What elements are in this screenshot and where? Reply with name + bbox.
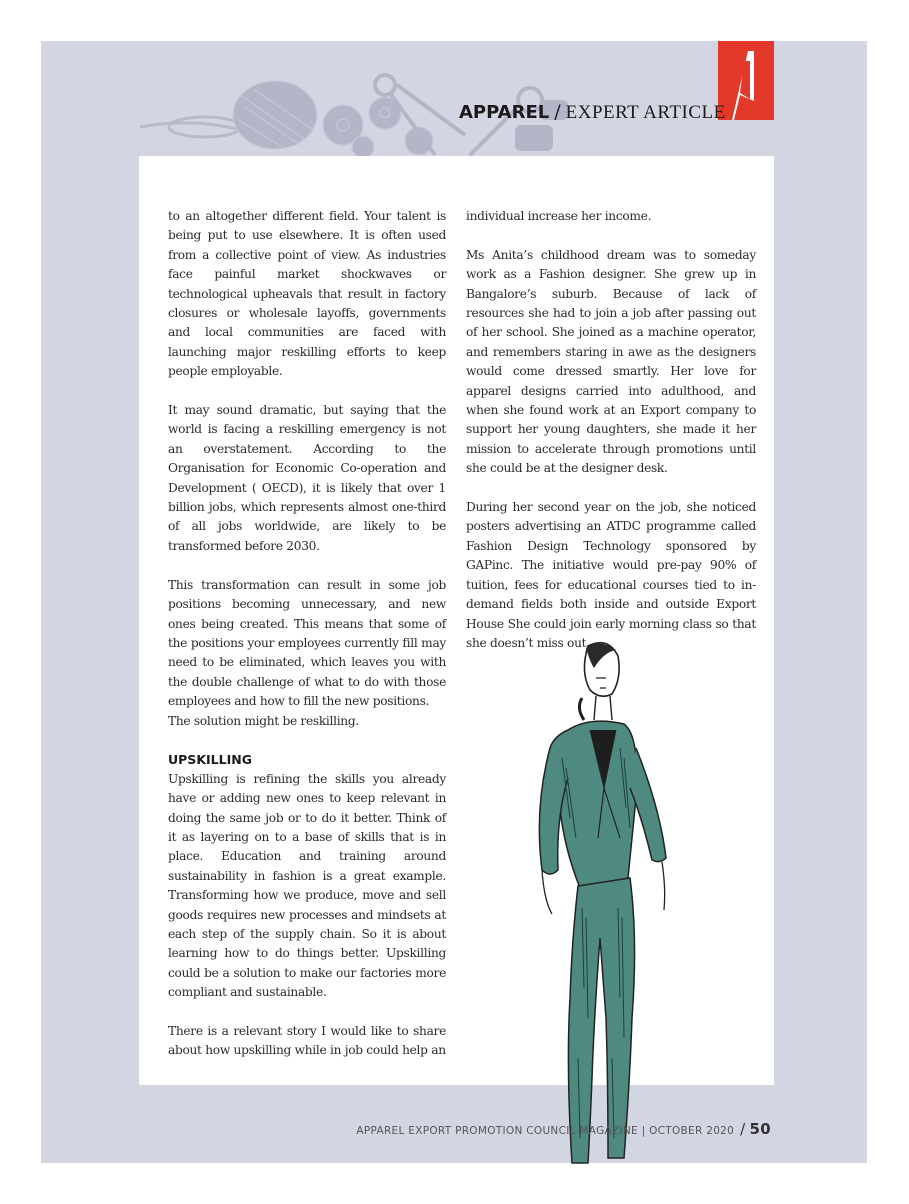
header-brand: APPAREL (459, 102, 550, 123)
paragraph: to an altogether different field. Your talent is being put to use elsewhere. It is often used from a collective point of view. As industries face painful market shockwaves or technological upheavals that result in factory closures or wholesale layoffs, governments and local communities are faced with launching major reskilling efforts to keep people employable. (168, 209, 446, 379)
upskilling-heading: UPSKILLING (168, 752, 252, 768)
paragraph: There is a relevant story I would like to share about how upskilling while in job could help an (168, 1024, 446, 1058)
paragraph: During her second year on the job, she noticed posters advertising an ATDC programme called Fashion Design Technology sponsored by GAPinc. The initiative would pre-pay 90% of tuition, fees for educational courses tied to in-demand fields both inside and outside Export House She could join early morning class so that she doesn’t miss out (466, 500, 756, 650)
page-number: 50 (749, 1120, 771, 1138)
paragraph: individual increase her income. (466, 209, 652, 223)
section-header (459, 100, 726, 125)
header-section: EXPERT ARTICLE (565, 102, 726, 123)
footer-publication: APPAREL EXPORT PROMOTION COUNCIL MAGAZINE | OCTOBER 2020 (356, 1125, 735, 1137)
paragraph: It may sound dramatic, but saying that the world is facing a reskilling emergency is not an overstatement. According to the Organisation for Economic Co-operation and Development ( OECD), it is likely that over 1 billion jobs, which represents almost one-third of all jobs worldwide, are likely to be transformed before 2030. (168, 403, 446, 553)
paragraph: This transformation can result in some job positions becoming unnecessary, and new ones being created. This means that some of the positions your employees currently fill may need to be eliminated, which leaves you with the double challenge of what to do with those employees and how to fill the new positions. (168, 577, 446, 709)
left-column (168, 207, 446, 1080)
a-logo-icon (718, 41, 774, 120)
footer-slash: / (740, 1120, 746, 1138)
right-column (466, 207, 756, 673)
page-footer (356, 1120, 771, 1138)
paragraph: Upskilling is refining the skills you already have or adding new ones to keep relevant in doing the same job or to do it better. Think of it as layering on to a base of skills that is in place. Education and training around sustainability in fashion is a great example. Transforming how we produce, move and sell goods requires new processes and mindsets at each step of the supply chain. So it is about learning how to do things better. Upskilling could be a solution to make our factories more compliant and sustainable. (168, 771, 446, 1000)
fashion-figure-illustration (520, 638, 695, 1168)
paragraph: Ms Anita’s childhood dream was to someday work as a Fashion designer. She grew up in Bangalore’s suburb. Because of lack of resources she had to join a job after passing out of her school. She joined as a machine operator, and remembers staring in awe as the designers would come dressed smartly. Her love for apparel designs carried into adulthood, and when she found work at an Export company to support her young daughters, she made it her mission to accelerate through promotions until she could be at the designer desk. (466, 247, 756, 476)
header-separator: / (554, 101, 561, 123)
paragraph: The solution might be reskilling. (168, 713, 359, 728)
